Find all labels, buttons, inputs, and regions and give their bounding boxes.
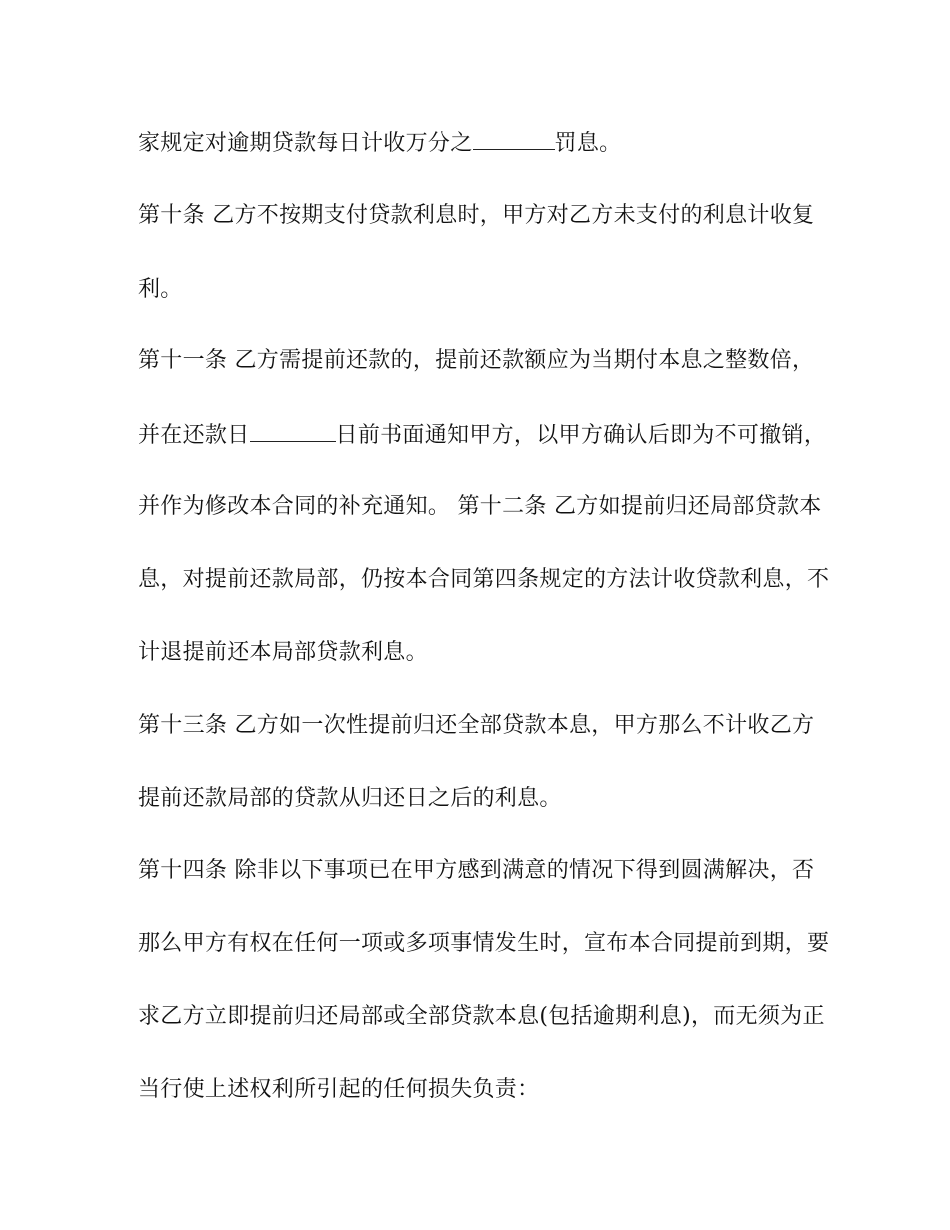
text-line: 提前还款局部的贷款从归还日之后的利息。 bbox=[138, 786, 562, 811]
text-line: 第十三条 乙方如一次性提前归还全部贷款本息，甲方那么不计收乙方 bbox=[138, 713, 815, 738]
text-segment: 日前书面通知甲方，以甲方确认后即为不可撤销， bbox=[335, 423, 827, 448]
text-line: 利。 bbox=[138, 277, 183, 302]
text-segment: 罚息。 bbox=[554, 131, 622, 156]
text-line: 第十一条 乙方需提前还款的，提前还款额应为当期付本息之整数倍， bbox=[138, 348, 815, 373]
text-line: 第十四条 除非以下事项已在甲方感到满意的情况下得到圆满解决，否 bbox=[138, 858, 815, 883]
text-line bbox=[138, 128, 621, 159]
text-line: 息，对提前还款局部，仍按本合同第四条规定的方法计收贷款利息，不 bbox=[138, 567, 830, 592]
text-line bbox=[138, 420, 826, 451]
text-line: 那么甲方有权在任何一项或多项事情发生时，宣布本合同提前到期，要 bbox=[138, 931, 830, 956]
text-line: 第十条 乙方不按期支付贷款利息时，甲方对乙方未支付的利息计收复 bbox=[138, 203, 815, 228]
fill-in-blank bbox=[250, 420, 336, 442]
text-line: 计退提前还本局部贷款利息。 bbox=[138, 640, 428, 665]
text-line: 求乙方立即提前归还局部或全部贷款本息(包括逾期利息)，而无须为正 bbox=[138, 1004, 825, 1029]
text-line: 并作为修改本合同的补充通知。 第十二条 乙方如提前归还局部贷款本 bbox=[138, 494, 822, 519]
fill-in-blank bbox=[473, 128, 555, 150]
text-segment: 家规定对逾期贷款每日计收万分之 bbox=[138, 131, 473, 156]
text-segment: 并在还款日 bbox=[138, 423, 250, 448]
text-line: 当行使上述权利所引起的任何损失负责： bbox=[138, 1077, 540, 1102]
